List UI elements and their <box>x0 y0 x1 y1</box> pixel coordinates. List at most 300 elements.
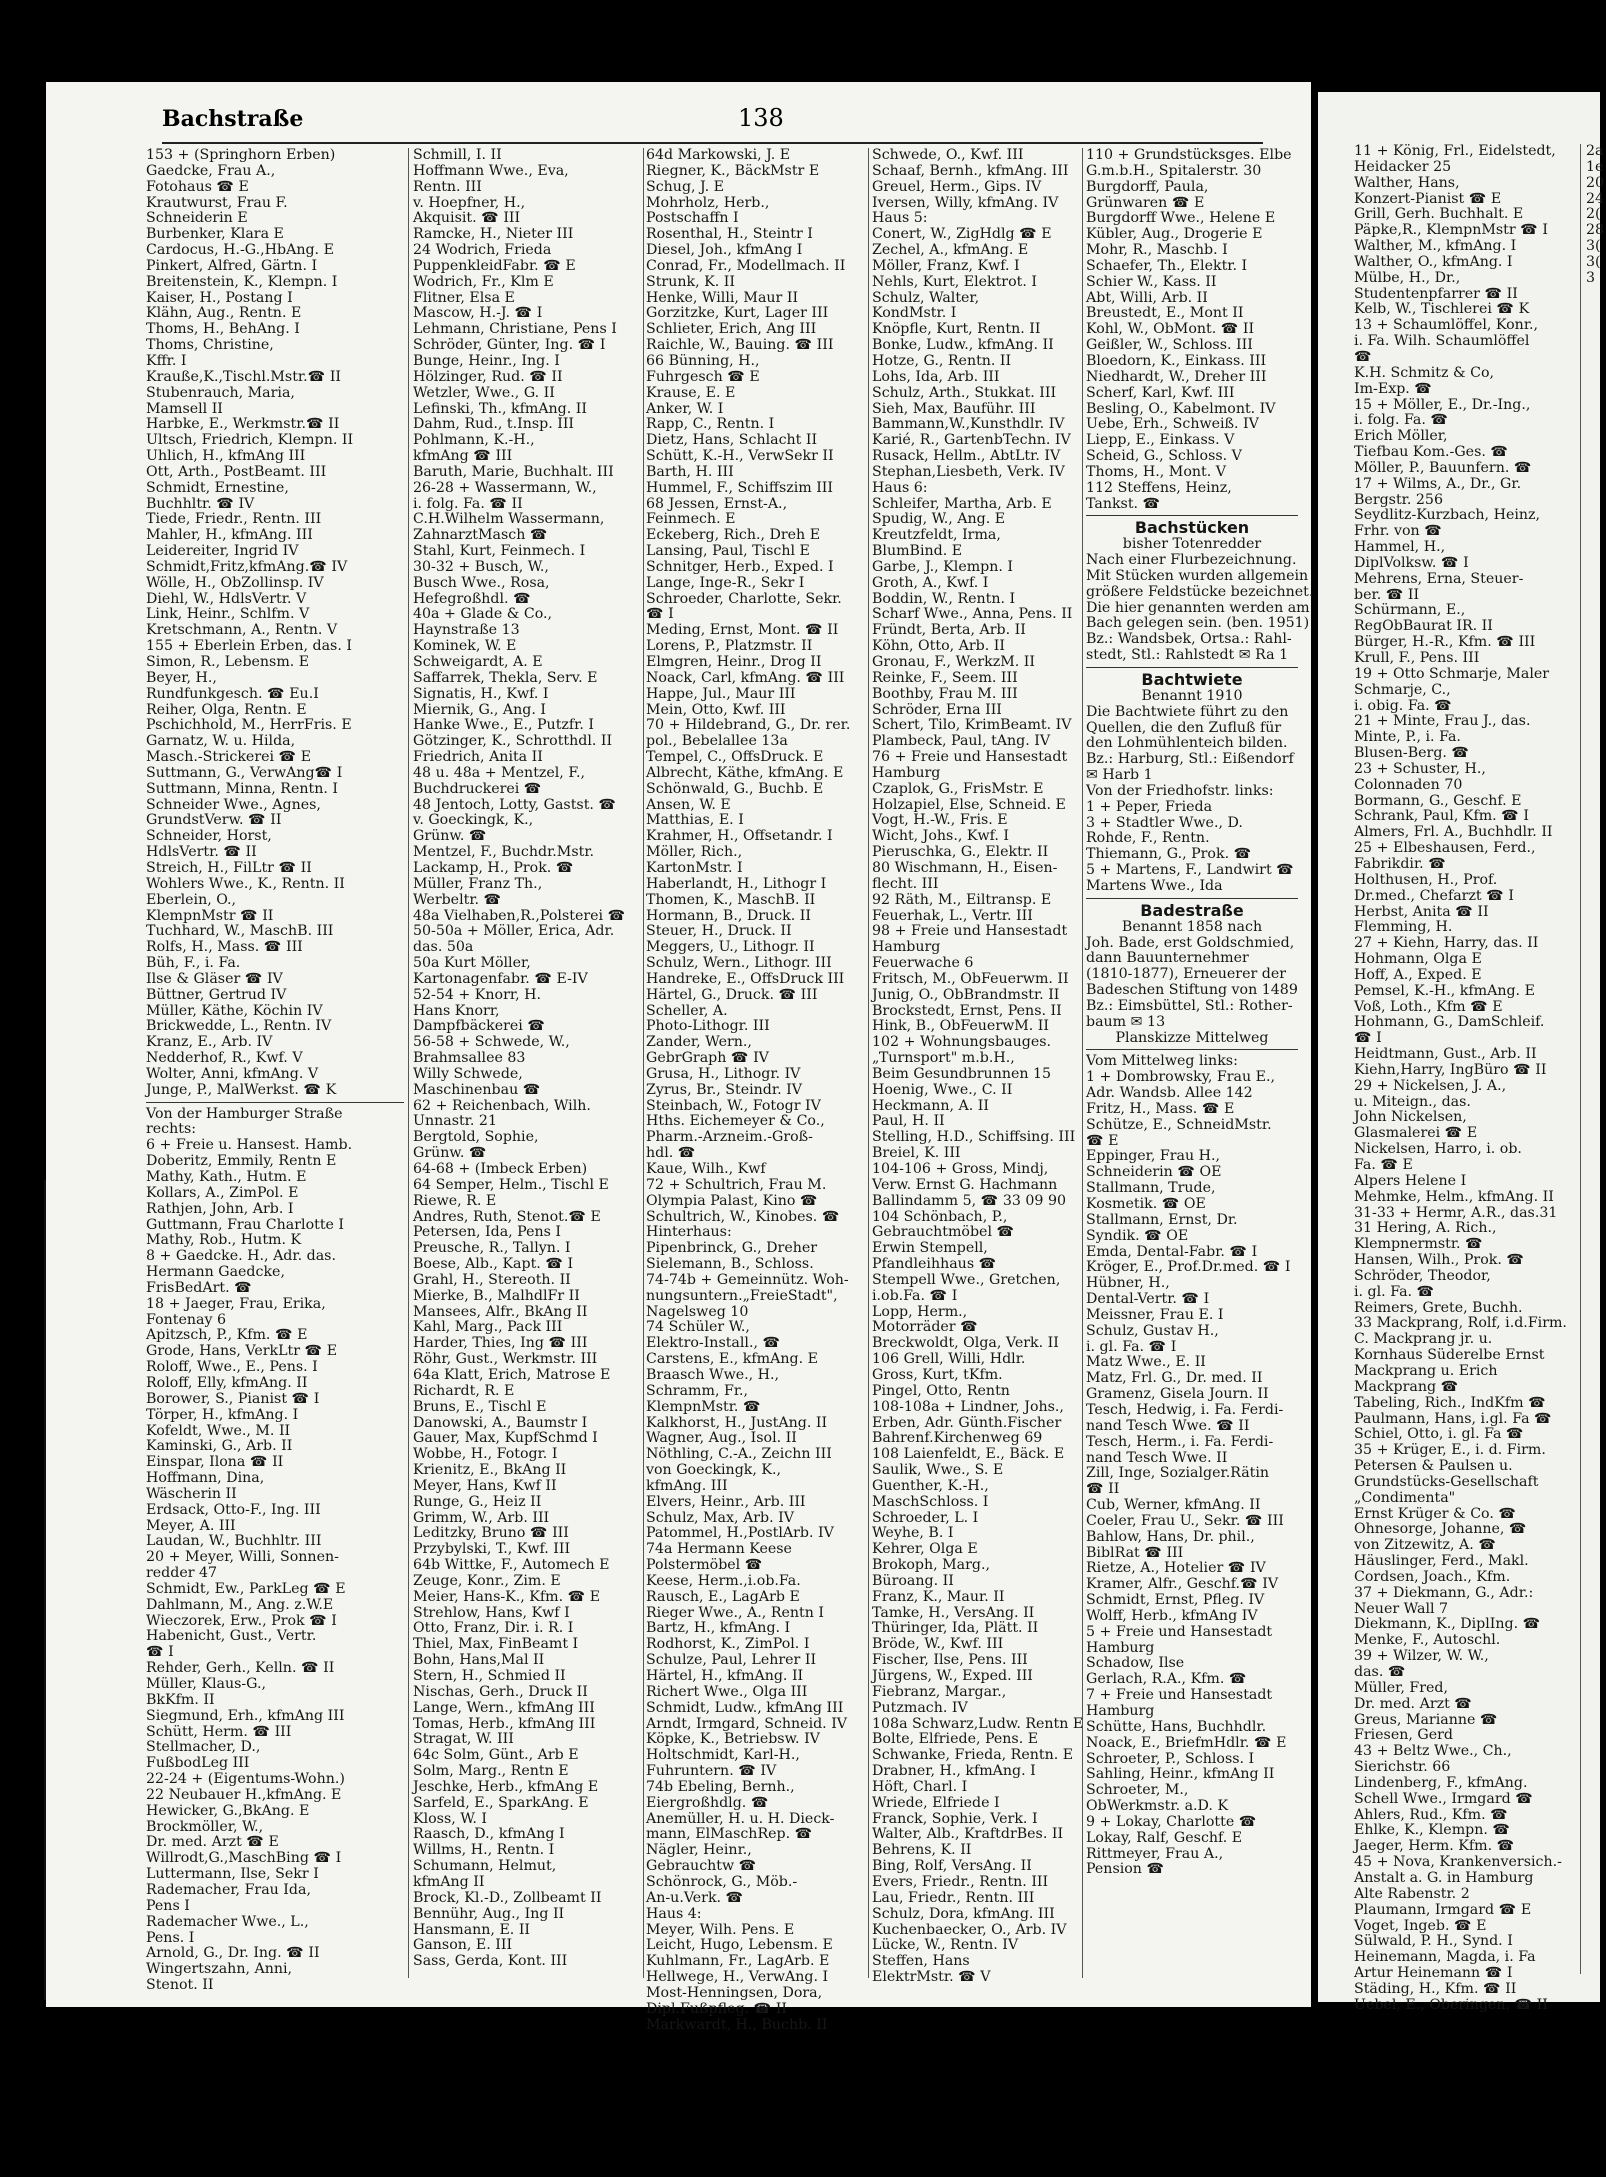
directory-line: Kahl, Marg., Pack III <box>413 1319 563 1336</box>
directory-line: Behrens, K. II <box>872 1842 972 1859</box>
directory-line: Pens. I <box>146 1929 195 1946</box>
directory-line: i.ob.Fa. ☎ I <box>872 1287 958 1304</box>
directory-line: Bartz, H., kfmAng. I <box>646 1620 791 1637</box>
directory-line: 17 + Wilms, A., Dr., Gr. <box>1354 475 1522 492</box>
directory-line: Saulik, Wwe., S. E <box>872 1462 1004 1479</box>
directory-line: Hewicker, G.,BkAng. E <box>146 1802 310 1819</box>
directory-line: Seydlitz-Kurzbach, Heinz, <box>1354 507 1541 524</box>
directory-line: Ott, Arth., PostBeamt. III <box>146 463 327 480</box>
directory-line: Schier W., Kass. II <box>1086 273 1217 290</box>
directory-line: C. Mackprang jr. u. <box>1354 1331 1493 1348</box>
directory-line: Kröger, E., Prof.Dr.med. ☎ I <box>1086 1259 1291 1276</box>
directory-line: Sülwald, P. H., Synd. I <box>1354 1933 1513 1950</box>
directory-line: Menke, F., Autoschl. <box>1354 1632 1501 1649</box>
directory-line: Grahl, H., Stereoth. II <box>413 1271 571 1288</box>
directory-line: Fritz, H., Mass. ☎ E <box>1086 1100 1235 1117</box>
directory-line: G.m.b.H., Spitalerstr. 30 <box>1086 162 1262 179</box>
directory-line: Suttmann, G., VerwAng☎ I <box>146 764 343 781</box>
directory-line: Syndik. ☎ OE <box>1086 1227 1189 1244</box>
directory-line: Richardt, R. E <box>413 1382 515 1399</box>
directory-line: Schneiderin ☎ OE <box>1086 1164 1222 1181</box>
directory-line: Grimm, W., Arb. III <box>413 1509 550 1526</box>
directory-line: FußbodLeg III <box>146 1755 250 1772</box>
directory-line: 28 <box>1586 222 1605 239</box>
directory-line: Beyer, H., <box>146 669 217 686</box>
directory-line: Rosenthal, H., Steintr I <box>646 226 813 243</box>
directory-line: Anker, W. I <box>646 400 724 417</box>
directory-line: Tesch, Herm., i. Fa. Ferdi- <box>1086 1433 1274 1450</box>
street-section-note: Benannt 1910 <box>1141 687 1243 704</box>
directory-line: den Lohmühlenteich bilden. <box>1086 735 1288 752</box>
directory-line: 98 + Freie und Hansestadt <box>872 923 1068 940</box>
directory-line: kfmAng. III <box>646 1477 728 1494</box>
directory-line: Kofeldt, Wwe., M. II <box>146 1422 291 1439</box>
directory-line: Hoffmann Wwe., Eva, <box>413 162 569 179</box>
directory-line: Pieruschka, G., Elektr. II <box>872 844 1049 861</box>
directory-line: Alpers Helene I <box>1354 1172 1467 1189</box>
directory-line: Link, Heinr., Schlfm. V <box>146 606 310 623</box>
directory-line: 19 + Otto Schmarje, Maler <box>1354 665 1550 682</box>
directory-line: Paulmann, Hans, i.gl. Fa ☎ <box>1354 1410 1552 1427</box>
directory-line: Wieczorek, Erw., Prok ☎ I <box>146 1612 337 1629</box>
directory-line: Haus 6: <box>872 479 928 496</box>
directory-line: 48 u. 48a + Mentzel, F., <box>413 764 585 781</box>
directory-line: Frhr. von ☎ <box>1354 523 1442 540</box>
directory-line: C.H.Wilhelm Wassermann, <box>413 511 605 528</box>
directory-line: Von der Hamburger Straße <box>146 1105 343 1122</box>
directory-line: dann Bauunternehmer <box>1086 950 1249 967</box>
directory-line: baum ✉ 13 <box>1086 1013 1166 1030</box>
directory-line: Tamke, H., VersAng. II <box>872 1604 1035 1621</box>
directory-line: Rundfunkgesch. ☎ Eu.I <box>146 685 319 702</box>
directory-line: Mierke, B., MalhdlFr II <box>413 1287 580 1304</box>
directory-line: Schadow, Ilse <box>1086 1655 1185 1672</box>
directory-line: ber. ☎ II <box>1354 586 1420 603</box>
directory-line: 66 Bünning, H., <box>646 352 760 369</box>
directory-line: Bahrenf.Kirchenweg 69 <box>872 1430 1043 1447</box>
directory-line: Schmidt, Ernst, Pfleg. IV <box>1086 1592 1265 1609</box>
directory-line: Greus, Marianne ☎ <box>1354 1711 1498 1728</box>
directory-line: 3( <box>1586 253 1601 270</box>
directory-line: Ohnesorge, Johanne, ☎ <box>1354 1521 1527 1538</box>
directory-line: Schroeter, P., Schloss. I <box>1086 1750 1255 1767</box>
directory-line: 1 + Dombrowsky, Frau E., <box>1086 1069 1275 1086</box>
directory-line: 8 + Gaedcke. H., Adr. das. <box>146 1248 336 1265</box>
directory-line: Müller, Käthe, Köchin IV <box>146 1002 323 1019</box>
directory-line: Plaumann, Irmgard ☎ E <box>1354 1901 1532 1918</box>
directory-line: Fuhrgesch ☎ E <box>646 368 760 385</box>
directory-line: Strunk, K. II <box>646 273 735 290</box>
directory-line: Meissner, Frau E. I <box>1086 1306 1224 1323</box>
directory-line: Mit Stücken wurden allgemein <box>1086 567 1309 584</box>
directory-line: Büh, F., i. Fa. <box>146 955 241 972</box>
directory-line: 24 Wodrich, Frieda <box>413 242 552 259</box>
directory-line: Nagelsweg 10 <box>646 1303 749 1320</box>
directory-line: John Nickelsen, <box>1354 1109 1467 1126</box>
directory-line: 20 <box>1586 174 1605 191</box>
directory-line: Luttermann, Ilse, Sekr I <box>146 1866 319 1883</box>
directory-line: Hans Knorr, <box>413 1002 500 1019</box>
directory-line: Meyer, A. III <box>146 1517 236 1534</box>
directory-line: Hink, B., ObFeuerwM. II <box>872 1018 1050 1035</box>
directory-line: Bunge, Heinr., Ing. I <box>413 352 560 369</box>
directory-line: Stubenrauch, Maria, <box>146 384 295 401</box>
directory-line: Elektro-Install., ☎ <box>646 1335 781 1352</box>
directory-line: 64 Semper, Helm., Tischl E <box>413 1176 609 1193</box>
directory-line: Streich, H., FilLtr ☎ II <box>146 859 312 876</box>
directory-line: Walther, M., kfmAng. I <box>1354 238 1517 255</box>
directory-line: Sahling, Heinr., kfmAng II <box>1086 1766 1275 1783</box>
directory-line: Häuslinger, Ferd., Makl. <box>1354 1553 1529 1570</box>
directory-line: Karié, R., GartenbTechn. IV <box>872 432 1071 449</box>
directory-line: Danowski, A., Baumstr I <box>413 1414 588 1431</box>
directory-line: Erben, Adr. Günth.Fischer <box>872 1414 1062 1431</box>
directory-line: Nehls, Kurt, Elektrot. I <box>872 273 1037 290</box>
directory-line: KartonMstr. I <box>646 859 743 876</box>
directory-line: Thoms, H., Mont. V <box>1086 463 1226 480</box>
directory-line: Schaaf, Bernh., kfmAng. III <box>872 162 1069 179</box>
directory-line: Hormann, B., Druck. II <box>646 907 811 924</box>
directory-line: „Turnsport" m.b.H., <box>872 1050 1015 1067</box>
directory-line: 80 Wischmann, H., Eisen- <box>872 859 1058 876</box>
directory-line: Barth, H. III <box>646 463 734 480</box>
directory-line: Boese, Alb., Kapt. ☎ I <box>413 1256 574 1273</box>
directory-line: Schrank, Paul, Kfm. ☎ I <box>1354 808 1529 825</box>
directory-line: Bormann, G., Geschf. E <box>1354 792 1522 809</box>
directory-line: Schröder, Erna III <box>872 701 1002 718</box>
directory-line: stedt, Stl.: Rahlstedt ✉ Ra 1 <box>1086 647 1289 664</box>
directory-line: Krautwurst, Frau F. <box>146 194 288 211</box>
directory-line: Rodhorst, K., ZimPol. I <box>646 1636 810 1653</box>
directory-line: Rittmeyer, Frau A., <box>1086 1845 1224 1862</box>
directory-line: 74-74b + Gemeinnütz. Woh- <box>646 1271 849 1288</box>
directory-line: 22-24 + (Eigentums-Wohn.) <box>146 1771 345 1788</box>
directory-line: Meier, Hans-K., Kfm. ☎ E <box>413 1588 601 1605</box>
directory-line: Dahm, Rud., t.Insp. III <box>413 416 575 433</box>
directory-line: kfmAng II <box>413 1873 485 1890</box>
directory-line: Schell Wwe., Irmgard ☎ <box>1354 1790 1533 1807</box>
directory-line: Ultsch, Friedrich, Klempn. II <box>146 432 354 449</box>
directory-line: Hoff, A., Exped. E <box>1354 966 1482 983</box>
directory-line: Fründt, Berta, Arb. II <box>872 622 1026 639</box>
directory-line: 45 + Nova, Krankenversich.- <box>1354 1854 1562 1871</box>
directory-line: Schleifer, Martha, Arb. E <box>872 495 1052 512</box>
directory-line: Harder, Thies, Ing ☎ III <box>413 1335 588 1352</box>
directory-line: Almers, Frl. A., Buchhdlr. II <box>1354 824 1553 841</box>
directory-line: Simon, R., Lebensm. E <box>146 654 310 670</box>
directory-line: Dahlmann, M., Ang. z.W.E <box>146 1596 334 1613</box>
directory-line: Kornhaus Süderelbe Ernst <box>1354 1347 1545 1364</box>
directory-line: 48a Vielhaben,R.,Polsterei ☎ <box>413 907 626 924</box>
directory-line: ☎ I <box>146 1644 174 1661</box>
directory-line: Fotohaus ☎ E <box>146 178 249 195</box>
directory-line: Kollars, A., ZimPol. E <box>146 1184 299 1201</box>
directory-line: Dipl.Fußpfleg. ☎ II <box>646 2000 787 2017</box>
directory-line: Gramenz, Gisela Journ. II <box>1086 1386 1269 1403</box>
directory-line: Drabner, H., kfmAng. I <box>872 1763 1036 1780</box>
directory-line: Breckwoldt, Olga, Verk. II <box>872 1335 1059 1352</box>
directory-line: größere Feldstücke bezeichnet. <box>1086 583 1314 600</box>
directory-line: i. gl. Fa. ☎ <box>1354 1283 1435 1300</box>
directory-line: Arndt, Irmgard, Schneid. IV <box>646 1715 848 1732</box>
directory-line: Kominek, W. E <box>413 638 517 655</box>
directory-line: Wäscherin II <box>146 1485 237 1502</box>
directory-line: Noack, Carl, kfmAng. ☎ III <box>646 669 845 686</box>
next-page-column-2 <box>1586 144 1606 1984</box>
directory-line: Wagner, Aug., Isol. II <box>646 1430 797 1447</box>
directory-line: Kohl, W., ObMont. ☎ II <box>1086 321 1255 338</box>
directory-line: Steffen, Hans <box>872 1953 970 1970</box>
directory-line: Paul, H. II <box>872 1113 945 1130</box>
directory-line: Erwin Stempell, <box>872 1240 988 1257</box>
column-divider <box>1082 148 1083 1978</box>
directory-line: Eppinger, Frau H., <box>1086 1148 1221 1165</box>
directory-line: Stempell Wwe., Gretchen, <box>872 1271 1061 1288</box>
directory-line: Buchdruckerei ☎ <box>413 780 542 797</box>
directory-line: 62 + Reichenbach, Wilh. <box>413 1097 591 1114</box>
directory-line: Nägler, Heinr., <box>646 1842 752 1859</box>
directory-line: Städing, H., Kfm. ☎ II <box>1354 1980 1517 1997</box>
directory-line: Willrodt,G.,MaschBing ☎ I <box>146 1850 342 1867</box>
directory-line: Schiel, Otto, i. gl. Fa ☎ <box>1354 1426 1524 1443</box>
directory-line: Hamburg <box>1086 1639 1155 1656</box>
directory-line: Grünwaren ☎ E <box>1086 194 1205 211</box>
directory-line: „Condimenta" <box>1354 1489 1456 1506</box>
directory-line: Kelb, W., Tischlerei ☎ K <box>1354 301 1530 318</box>
directory-line: Cub, Werner, kfmAng. II <box>1086 1497 1261 1514</box>
directory-line: Steuer, H., Druck. II <box>646 923 792 940</box>
directory-line: Henke, Willi, Maur II <box>646 289 799 306</box>
directory-line: Mohr, R., Maschb. I <box>1086 242 1228 259</box>
directory-line: Höft, Charl. I <box>872 1778 968 1795</box>
directory-line: Kosmetik. ☎ OE <box>1086 1196 1206 1212</box>
directory-line: Richert Wwe., Olga III <box>646 1683 808 1700</box>
directory-line: Hansen, Wilh., Prok. ☎ <box>1354 1252 1525 1269</box>
directory-line: Otto, Franz, Dir. i. R. I <box>413 1620 574 1637</box>
directory-line: Markwardt, H., Buchb. II <box>646 2016 828 2033</box>
directory-line: Dr. med. Arzt ☎ E <box>146 1834 279 1851</box>
directory-line: FrisBedArt. ☎ <box>146 1279 252 1296</box>
header-rule <box>162 142 1263 144</box>
directory-line: Uebe, Erh., Schweiß. IV <box>1086 416 1259 433</box>
column-divider <box>1580 144 1581 1974</box>
directory-line: Schmidt, Ernestine, <box>146 479 289 496</box>
directory-line: Artur Heinemann ☎ I <box>1354 1965 1513 1982</box>
directory-line: kfmAng ☎ III <box>413 448 513 465</box>
directory-line: Reinke, F., Seem. III <box>872 669 1018 686</box>
directory-line: Krull, F., Pens. III <box>1354 650 1480 666</box>
directory-line: Brahmsallee 83 <box>413 1050 526 1067</box>
directory-line: Kiehn,Harry, IngBüro ☎ II <box>1354 1061 1547 1078</box>
directory-line: Schaefer, Th., Elektr. I <box>1086 257 1248 274</box>
directory-line: Haus 4: <box>646 1905 702 1922</box>
directory-line: das. ☎ <box>1354 1664 1406 1680</box>
directory-line: Klähn, Aug., Rentn. E <box>146 305 302 322</box>
directory-line: Saffarrek, Thekla, Serv. E <box>413 669 598 686</box>
directory-line: Uebel, E., Oberingen. ☎ II <box>1354 1996 1548 2013</box>
directory-line: Miernik, G., Ang. I <box>413 701 546 718</box>
directory-line: hdl. ☎ <box>646 1145 696 1162</box>
directory-line: Vom Mittelweg links: <box>1086 1053 1238 1070</box>
directory-line: Verw. Ernst G. Hachmann <box>872 1176 1058 1193</box>
directory-line: Eckeberg, Rich., Dreh E <box>646 527 821 544</box>
directory-line: Tempel, C., OffsDruck. E <box>646 749 824 766</box>
directory-line: Gorzitzke, Kurt, Lager III <box>646 305 829 322</box>
directory-line: 56-58 + Schwede, W., <box>413 1034 570 1051</box>
directory-line: Ganson, E. III <box>413 1937 513 1954</box>
directory-line: Die hier genannten werden am <box>1086 599 1310 616</box>
directory-line: Greuel, Herm., Gips. IV <box>872 178 1042 195</box>
directory-line: Burgdorff Wwe., Helene E <box>1086 210 1276 227</box>
directory-line: Bz.: Wandsbek, Ortsa.: Rahl- <box>1086 631 1292 648</box>
directory-line: Lau, Friedr., Rentn. III <box>872 1889 1035 1906</box>
directory-line: Feuerhak, L., Vertr. III <box>872 907 1033 924</box>
directory-line: Tomas, Herb., kfmAng III <box>413 1715 596 1732</box>
directory-line: 29 + Nickelsen, J. A., <box>1354 1077 1507 1094</box>
directory-line: Pipenbrinck, G., Dreher <box>646 1240 818 1257</box>
directory-line: Mehrens, Erna, Steuer- <box>1354 570 1524 587</box>
directory-line: Herbst, Anita ☎ II <box>1354 903 1489 920</box>
directory-line: Willy Schwede, <box>413 1065 523 1082</box>
directory-line: Minte, P., i. Fa. <box>1354 729 1461 746</box>
directory-line: Wicht, Johs., Kwf. I <box>872 828 1009 845</box>
directory-line: rechts: <box>146 1121 197 1138</box>
directory-line: MaschSchloss. I <box>872 1493 989 1510</box>
directory-line: 7 + Freie und Hansestadt <box>1086 1687 1273 1704</box>
directory-line: pol., Bebelallee 13a <box>646 733 788 750</box>
directory-line: Jeschke, Herb., kfmAng E <box>413 1778 599 1795</box>
directory-line: Stern, H., Schmied II <box>413 1668 566 1684</box>
directory-line: 108 Laienfeldt, E., Bäck. E <box>872 1446 1065 1463</box>
directory-line: Erich Möller, <box>1354 428 1448 445</box>
directory-line: Fontenay 6 <box>146 1311 226 1328</box>
directory-line: Reiher, Olga, Rentn. E <box>146 701 307 718</box>
directory-line: 13 + Schaumlöffel, Konr., <box>1354 317 1539 334</box>
directory-line: Kartonagenfabr. ☎ E-IV <box>413 970 588 987</box>
street-section-note: Benannt 1858 nach <box>1121 918 1263 935</box>
directory-line: Elmgren, Heinr., Drog II <box>646 654 822 670</box>
directory-line: 3 + Stadtler Wwe., D. <box>1086 814 1243 831</box>
directory-line: Doberitz, Emmily, Rentn E <box>146 1153 337 1170</box>
directory-line: Walther, Hans, <box>1354 174 1460 191</box>
directory-line: Bröde, W., Kwf. III <box>872 1636 1004 1653</box>
directory-line: Keese, Herm.,i.ob.Fa. <box>646 1572 801 1589</box>
directory-line: Anstalt a. G. in Hamburg <box>1354 1869 1534 1886</box>
directory-line: Kramer, Alfr., Geschf.☎ IV <box>1086 1576 1279 1593</box>
directory-line: Hellwege, H., VerwAng. I <box>646 1969 829 1986</box>
directory-line: Kuchenbaecker, O., Arb. IV <box>872 1921 1067 1938</box>
directory-line: Schweigardt, A. E <box>413 654 543 670</box>
directory-line: Busch Wwe., Rosa, <box>413 574 550 591</box>
directory-line: Gronau, F., WerkzM. II <box>872 654 1036 670</box>
directory-line: Motorräder ☎ <box>872 1319 978 1336</box>
directory-line: Harbke, E., Werkmstr.☎ II <box>146 416 340 433</box>
directory-line: Zeuge, Konr., Zim. E <box>413 1572 561 1589</box>
directory-line: DiplVolksw. ☎ I <box>1354 554 1469 571</box>
directory-line: Hübner, H., <box>1086 1275 1170 1292</box>
directory-line: Hansmann, E. II <box>413 1921 531 1938</box>
directory-line: Mathy, Rob., Hutm. K <box>146 1232 302 1249</box>
directory-line: Schmidt, Ludw., kfmAng III <box>646 1699 844 1716</box>
directory-line: Werbeltr. ☎ <box>413 891 502 908</box>
directory-line: Nickelsen, Harro, i. ob. <box>1354 1141 1522 1158</box>
directory-line: Kranz, E., Arb. IV <box>146 1034 273 1051</box>
street-section-note: bisher Totenredder <box>1122 536 1262 553</box>
directory-line: Kuhlmann, Fr., LagArb. E <box>646 1953 830 1970</box>
directory-line: Ramcke, H., Nieter III <box>413 226 574 243</box>
directory-line: Diekmann, K., DiplIng. ☎ <box>1354 1616 1541 1633</box>
directory-line: Rieger Wwe., A., Rentn I <box>646 1604 824 1621</box>
directory-line: BiblRat ☎ III <box>1086 1544 1184 1561</box>
directory-line: Schönrock, G., Möb.- <box>646 1873 798 1890</box>
directory-line: Schulz, Wern., Lithogr. III <box>646 955 832 972</box>
directory-line: Stelling, H.D., Schiffsing. III <box>872 1129 1076 1146</box>
directory-line: RegObBaurat IR. II <box>1354 618 1493 635</box>
directory-line: 35 + Krüger, E., i. d. Firm. <box>1354 1442 1546 1459</box>
street-header: Bachstraße <box>162 106 304 132</box>
directory-line: Mansees, Alfr., BkAng II <box>413 1303 588 1320</box>
directory-line: Zechel, A., kfmAng. E <box>872 242 1029 259</box>
directory-line: nand Tesch Wwe. ☎ II <box>1086 1417 1250 1434</box>
directory-line: Hinterhaus: <box>646 1224 732 1241</box>
directory-line: Breustedt, E., Mont II <box>1086 305 1244 322</box>
directory-line: Schütt, K.-H., VerwSekr II <box>646 448 834 465</box>
directory-line: Brokoph, Marg., <box>872 1557 990 1574</box>
directory-line: Schröder, Günter, Ing. ☎ I <box>413 337 606 354</box>
directory-line: von Goeckingk, K., <box>646 1462 782 1479</box>
section-rule <box>1086 898 1298 900</box>
directory-line: 74 Schüler W., <box>646 1319 750 1336</box>
directory-line: Kffr. I <box>146 352 187 369</box>
directory-line: Walther, O., kfmAng. I <box>1354 253 1513 270</box>
directory-line: Möller, Franz, Kwf. I <box>872 257 1020 274</box>
directory-line: Stephan,Liesbeth, Verk. IV <box>872 463 1065 480</box>
directory-line: Patommel, H.,PostlArb. IV <box>646 1525 834 1542</box>
directory-line: 20 + Meyer, Willi, Sonnen- <box>146 1549 339 1566</box>
directory-line: Cordsen, Joach., Kfm. <box>1354 1568 1511 1585</box>
directory-line: das. 50a <box>413 939 474 956</box>
directory-line: Gebrauchtw ☎ <box>646 1858 757 1875</box>
directory-line: Pinkert, Alfred, Gärtn. I <box>146 257 318 274</box>
directory-line: Müller, Klaus-G., <box>146 1676 267 1692</box>
directory-line: Schert, Tilo, KrimBeamt. IV <box>872 717 1072 734</box>
directory-line: Neuer Wall 7 <box>1354 1600 1449 1617</box>
directory-line: Rausch, E., LagArb E <box>646 1588 800 1605</box>
directory-line: Holthusen, H., Prof. <box>1354 871 1498 888</box>
directory-line: Petersen, Ida, Pens I <box>413 1224 562 1241</box>
directory-line: Rusack, Hellm., AbtLtr. IV <box>872 448 1061 465</box>
directory-line: Raichle, W., Bauing. ☎ III <box>646 337 834 354</box>
directory-line: 30-32 + Busch, W., <box>413 558 549 575</box>
directory-line: Lackamp, H., Prok. ☎ <box>413 859 574 876</box>
directory-line: Photo-Lithogr. III <box>646 1018 770 1035</box>
directory-line: Mehmke, Helm., kfmAng. II <box>1354 1188 1554 1205</box>
directory-line: 23 + Schuster, H., <box>1354 760 1486 777</box>
directory-line: 11 + König, Frl., Eidelstedt, <box>1354 143 1556 159</box>
page-header <box>162 102 1263 138</box>
directory-line: Stellmacher, D., <box>146 1739 261 1756</box>
directory-line: Dr. med. Arzt ☎ <box>1354 1695 1472 1712</box>
directory-line: 26-28 + Wassermann, W., <box>413 479 597 496</box>
directory-line: Fa. ☎ E <box>1354 1157 1413 1173</box>
directory-line: KlempnMstr ☎ II <box>146 907 274 924</box>
directory-line: von Zitzewitz, A. ☎ <box>1354 1537 1496 1554</box>
directory-line: Mahler, H., kfmAng. III <box>146 527 313 544</box>
directory-line: 68 Jessen, Ernst-A., <box>646 495 788 512</box>
directory-line: Meding, Ernst, Mont. ☎ II <box>646 622 839 639</box>
directory-line: v. Hoepfner, H., <box>413 194 526 211</box>
directory-line: Sielemann, B., Schloss. <box>646 1256 814 1273</box>
